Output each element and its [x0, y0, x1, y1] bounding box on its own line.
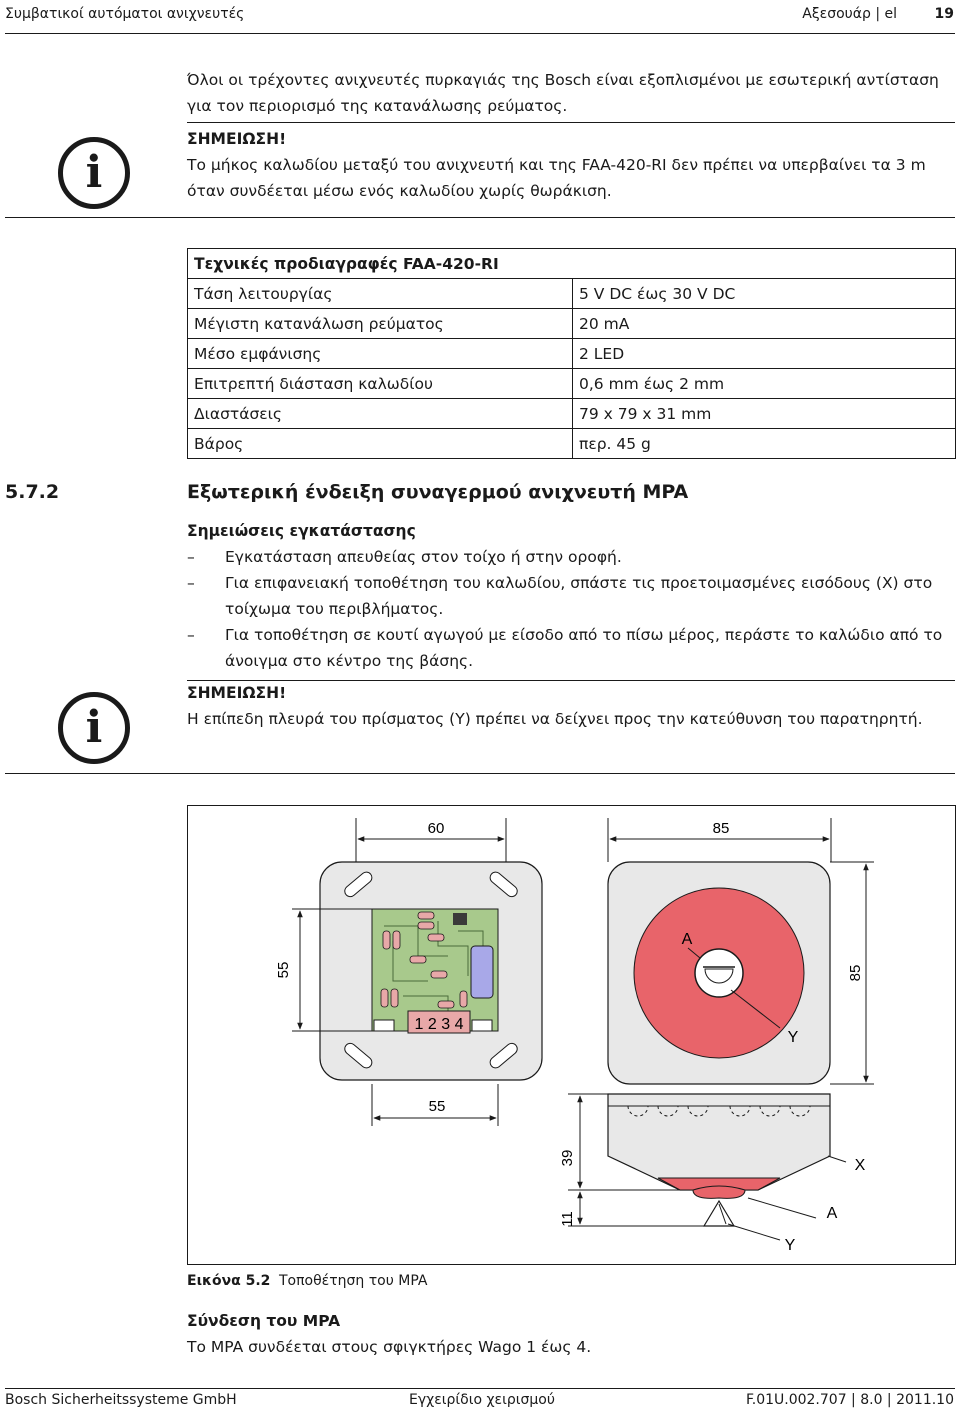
header-rule	[5, 33, 955, 34]
dim-left-width: 60	[427, 820, 445, 837]
label-y-top: Y	[787, 1029, 799, 1046]
list-item	[187, 544, 956, 570]
note-rule-2-bottom	[5, 773, 955, 774]
dim-right-height: 85	[847, 964, 864, 982]
note-rule-1	[187, 122, 955, 123]
figure-caption-text: Τοποθέτηση του MPA	[279, 1273, 428, 1289]
footer-rule	[5, 1388, 955, 1389]
mounting-drawing	[188, 806, 955, 1264]
note-rule-1-bottom	[5, 217, 955, 218]
base-plate	[320, 862, 542, 1080]
note-title-2: ΣΗΜΕΙΩΣΗ!	[187, 684, 287, 702]
label-y-side: Y	[784, 1237, 796, 1254]
bullet-dash: –	[187, 626, 195, 644]
spec-value: περ. 45 g	[573, 429, 956, 459]
note-text-2: Η επίπεδη πλευρά του πρίσματος (Y) πρέπει να δείχνει προς την κατεύθυνση του παρατηρητή.	[187, 710, 923, 728]
figure-frame	[187, 805, 956, 1265]
dim-side-height: 39	[559, 1149, 576, 1167]
info-icon: i	[58, 137, 130, 209]
label-x-side: X	[854, 1157, 866, 1174]
spec-label: Τάση λειτουργίας	[188, 279, 573, 309]
bullet-dash: –	[187, 574, 195, 592]
bullet-text: Για επιφανειακή τοποθέτηση του καλωδίου, σπάστε τις προετοιμασμένες εισόδους (X) στο τοίχωμα του περιβλήματος.	[225, 574, 933, 618]
section-number: 5.7.2	[5, 481, 60, 503]
connection-text: Το MPA συνδέεται στους σφιγκτήρες Wago 1 έως 4.	[187, 1338, 592, 1356]
spec-label: Βάρος	[188, 429, 573, 459]
detector-top-view	[608, 862, 830, 1084]
figure-caption-label: Εικόνα 5.2	[187, 1273, 271, 1289]
spec-table-header	[188, 249, 956, 279]
dim-right-width: 85	[712, 820, 730, 837]
footer-right: F.01U.002.707 | 8.0 | 2011.10	[745, 1392, 954, 1408]
label-a-side: A	[826, 1205, 838, 1222]
install-subheading: Σημειώσεις εγκατάστασης	[187, 522, 416, 540]
spec-value: 2 LED	[573, 339, 956, 369]
spec-value: 79 x 79 x 31 mm	[573, 399, 956, 429]
terminal-labels: 1 2 3 4	[414, 1016, 464, 1033]
spec-table	[187, 248, 956, 459]
spec-table-title: Τεχνικές προδιαγραφές FAA-420-RI	[188, 249, 956, 279]
table-row	[188, 369, 956, 399]
note-rule-2	[187, 680, 955, 681]
note-title-1: ΣΗΜΕΙΩΣΗ!	[187, 130, 287, 148]
intro-paragraph: Όλοι οι τρέχοντες ανιχνευτές πυρκαγιάς της Bosch είναι εξοπλισμένοι με εσωτερική αντίσταση για τον περιορισμό της κατανάλωσης ρεύματος.	[187, 71, 939, 115]
page-number: 19	[934, 6, 954, 22]
spec-value: 5 V DC έως 30 V DC	[573, 279, 956, 309]
bullet-text: Εγκατάσταση απευθείας στον τοίχο ή στην οροφή.	[225, 548, 622, 566]
section-title: Εξωτερική ένδειξη συναγερμού ανιχνευτή MPA	[187, 481, 689, 503]
connection-title: Σύνδεση του MPA	[187, 1312, 341, 1330]
table-row	[188, 399, 956, 429]
spec-value: 20 mA	[573, 309, 956, 339]
dim-prism-height: 11	[559, 1211, 576, 1227]
header-right: Αξεσουάρ | el	[802, 6, 897, 22]
bullet-dash: –	[187, 548, 195, 566]
list-item	[187, 570, 956, 622]
table-row	[188, 279, 956, 309]
footer-left: Bosch Sicherheitssysteme GmbH	[5, 1392, 237, 1408]
spec-value: 0,6 mm έως 2 mm	[573, 369, 956, 399]
header-left: Συμβατικοί αυτόματοι ανιχνευτές	[5, 6, 245, 22]
table-row	[188, 429, 956, 459]
spec-label: Μέσο εμφάνισης	[188, 339, 573, 369]
bullet-text: Για τοποθέτηση σε κουτί αγωγού με είσοδο από το πίσω μέρος, περάστε το καλώδιο από το άνοιγμα στο κέντρο της βάσης.	[225, 626, 943, 670]
spec-label: Μέγιστη κατανάλωση ρεύματος	[188, 309, 573, 339]
list-item	[187, 622, 956, 674]
install-list	[187, 544, 956, 674]
dim-bottom-width: 55	[428, 1098, 446, 1115]
dim-left-height: 55	[275, 961, 292, 979]
table-row	[188, 339, 956, 369]
info-icon: i	[58, 692, 130, 764]
label-a-top: A	[681, 931, 693, 948]
footer-center: Εγχειρίδιο χειρισμού	[409, 1392, 555, 1408]
spec-label: Διαστάσεις	[188, 399, 573, 429]
detector-side-view	[608, 1094, 846, 1240]
table-row	[188, 309, 956, 339]
note-text-1: Το μήκος καλωδίου μεταξύ του ανιχνευτή και της FAA-420-RI δεν πρέπει να υπερβαίνει τα 3 m όταν συνδέεται μέσω ενός καλωδίου χωρίς θωράκιση.	[187, 156, 926, 200]
spec-label: Επιτρεπτή διάσταση καλωδίου	[188, 369, 573, 399]
